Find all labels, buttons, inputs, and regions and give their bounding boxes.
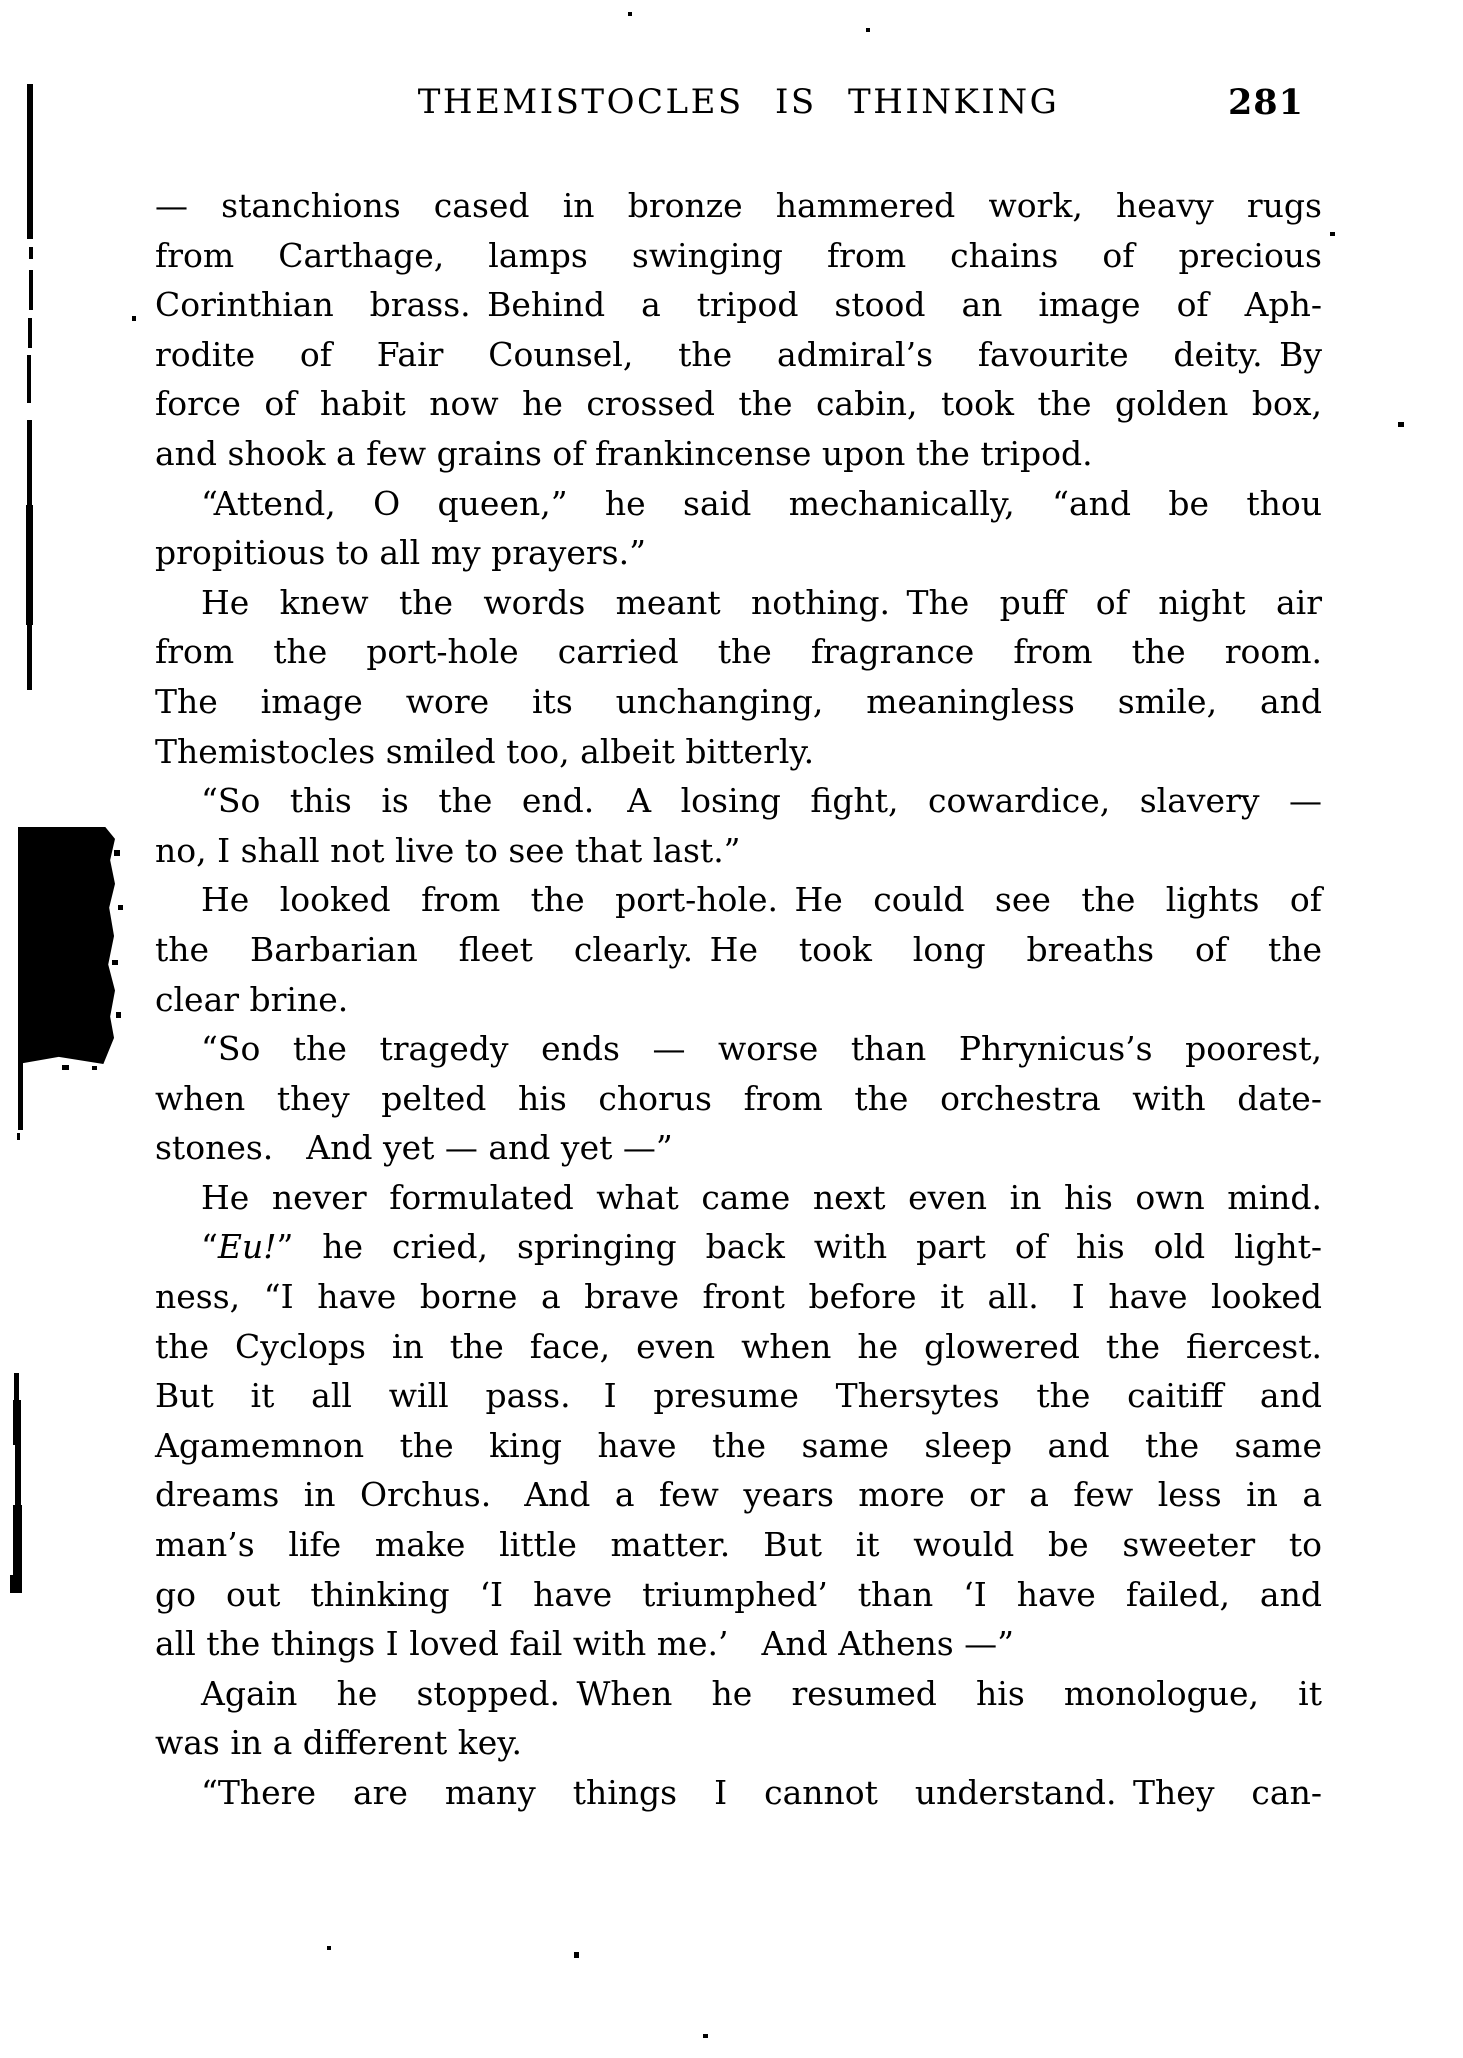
paragraph bbox=[155, 1173, 1322, 1223]
speck bbox=[703, 2034, 708, 2038]
text-line: propitious to all my prayers.” bbox=[155, 533, 646, 573]
gutter-mark bbox=[13, 1400, 21, 1445]
text-line: from the port-hole carried the fragrance from the room. bbox=[155, 632, 1322, 672]
text-line: stones. And yet — and yet —” bbox=[155, 1128, 673, 1168]
text-line: dreams in Orchus. And a few years more or a few less in a bbox=[155, 1475, 1322, 1515]
text-line: Corinthian brass. Behind a tripod stood an image of Aph- bbox=[155, 285, 1322, 325]
ink-speck bbox=[112, 960, 118, 965]
ink-speck bbox=[116, 1012, 121, 1018]
gutter-mark bbox=[27, 600, 32, 690]
gutter-mark bbox=[13, 1505, 22, 1585]
speck bbox=[132, 316, 136, 321]
gutter-mark bbox=[27, 84, 33, 239]
page-number: 281 bbox=[1227, 82, 1304, 123]
text-line: “Eu!” he cried, springing back with part of his old light- bbox=[201, 1227, 1322, 1267]
text-line: Again he stopped. When he resumed his monologue, it bbox=[201, 1673, 1322, 1713]
text-line: Themistocles smiled too, albeit bitterly. bbox=[155, 731, 815, 771]
paragraph bbox=[155, 578, 1322, 776]
running-head bbox=[155, 82, 1322, 132]
text-line: The image wore its unchanging, meaningless smile, and bbox=[155, 681, 1322, 721]
body-text bbox=[155, 181, 1322, 1818]
text-line: “So this is the end. A losing fight, cowardice, slavery — bbox=[201, 781, 1322, 821]
paragraph bbox=[155, 1768, 1322, 1818]
gutter-mark bbox=[29, 270, 33, 310]
text-line: ness, “I have borne a brave front before it all. I have looked bbox=[155, 1277, 1322, 1317]
text-line: force of habit now he crossed the cabin, took the golden box, bbox=[155, 384, 1322, 424]
paragraph bbox=[155, 1669, 1322, 1768]
text-line: all the things I loved fail with me.’ And Athens —” bbox=[155, 1624, 1015, 1664]
ink-speck bbox=[114, 850, 120, 856]
gutter-mark bbox=[10, 1575, 22, 1593]
text-line: He looked from the port-hole. He could see the lights of bbox=[201, 880, 1322, 920]
gutter-mark bbox=[17, 1133, 20, 1140]
speck bbox=[866, 28, 870, 32]
text-line: the Cyclops in the face, even when he glowered the fiercest. bbox=[155, 1326, 1322, 1366]
ink-blot-artifact bbox=[18, 827, 115, 1064]
gutter-mark bbox=[28, 318, 32, 348]
italic-exclamation: Eu! bbox=[217, 1227, 277, 1267]
text-line: the Barbarian fleet clearly. He took long breaths of the bbox=[155, 929, 1322, 969]
speck bbox=[1398, 422, 1404, 427]
paragraph bbox=[155, 875, 1322, 1024]
ink-speck bbox=[92, 1066, 97, 1070]
text-line: man’s life make little matter. But it would be sweeter to bbox=[155, 1525, 1322, 1565]
speck bbox=[1330, 232, 1335, 236]
text-line: rodite of Fair Counsel, the admiral’s favourite deity. By bbox=[155, 334, 1322, 374]
text-line: from Carthage, lamps swinging from chains of precious bbox=[155, 235, 1322, 275]
paragraph bbox=[155, 181, 1322, 479]
text-line: no, I shall not live to see that last.” bbox=[155, 830, 741, 870]
paragraph bbox=[155, 776, 1322, 875]
gutter-mark bbox=[29, 247, 33, 259]
ink-speck bbox=[118, 905, 123, 910]
text-line: He never formulated what came next even in his own mind. bbox=[201, 1177, 1322, 1217]
speck bbox=[628, 12, 632, 16]
text-line: Agamemnon the king have the same sleep and the same bbox=[155, 1425, 1322, 1465]
text-line: when they pelted his chorus from the orchestra with date- bbox=[155, 1078, 1322, 1118]
paragraph bbox=[155, 1222, 1322, 1668]
text-line: But it all will pass. I presume Thersytes the caitiff and bbox=[155, 1376, 1322, 1416]
text-line: clear brine. bbox=[155, 979, 349, 1019]
text-line: and shook a few grains of frankincense upon the tripod. bbox=[155, 433, 1093, 473]
paragraph bbox=[155, 479, 1322, 578]
chapter-title: THEMISTOCLES IS THINKING bbox=[417, 82, 1060, 122]
text-line: “There are many things I cannot understand. They can- bbox=[201, 1773, 1322, 1812]
speck bbox=[327, 1946, 331, 1950]
text-line: was in a different key. bbox=[155, 1723, 523, 1763]
gutter-mark bbox=[27, 355, 31, 403]
paragraph bbox=[155, 1024, 1322, 1173]
ink-speck bbox=[62, 1065, 69, 1070]
speck bbox=[574, 1952, 579, 1958]
text-line: He knew the words meant nothing. The puff of night air bbox=[201, 582, 1322, 622]
text-line: “So the tragedy ends — worse than Phrynicus’s poorest, bbox=[201, 1029, 1322, 1069]
gutter-mark bbox=[27, 420, 32, 510]
text-line: — stanchions cased in bronze hammered work, heavy rugs bbox=[155, 186, 1322, 225]
text-line: “Attend, O queen,” he said mechanically, “and be thou bbox=[201, 483, 1322, 523]
text-line: go out thinking ‘I have triumphed’ than ‘I have failed, and bbox=[155, 1574, 1322, 1614]
gutter-mark bbox=[18, 1062, 23, 1130]
